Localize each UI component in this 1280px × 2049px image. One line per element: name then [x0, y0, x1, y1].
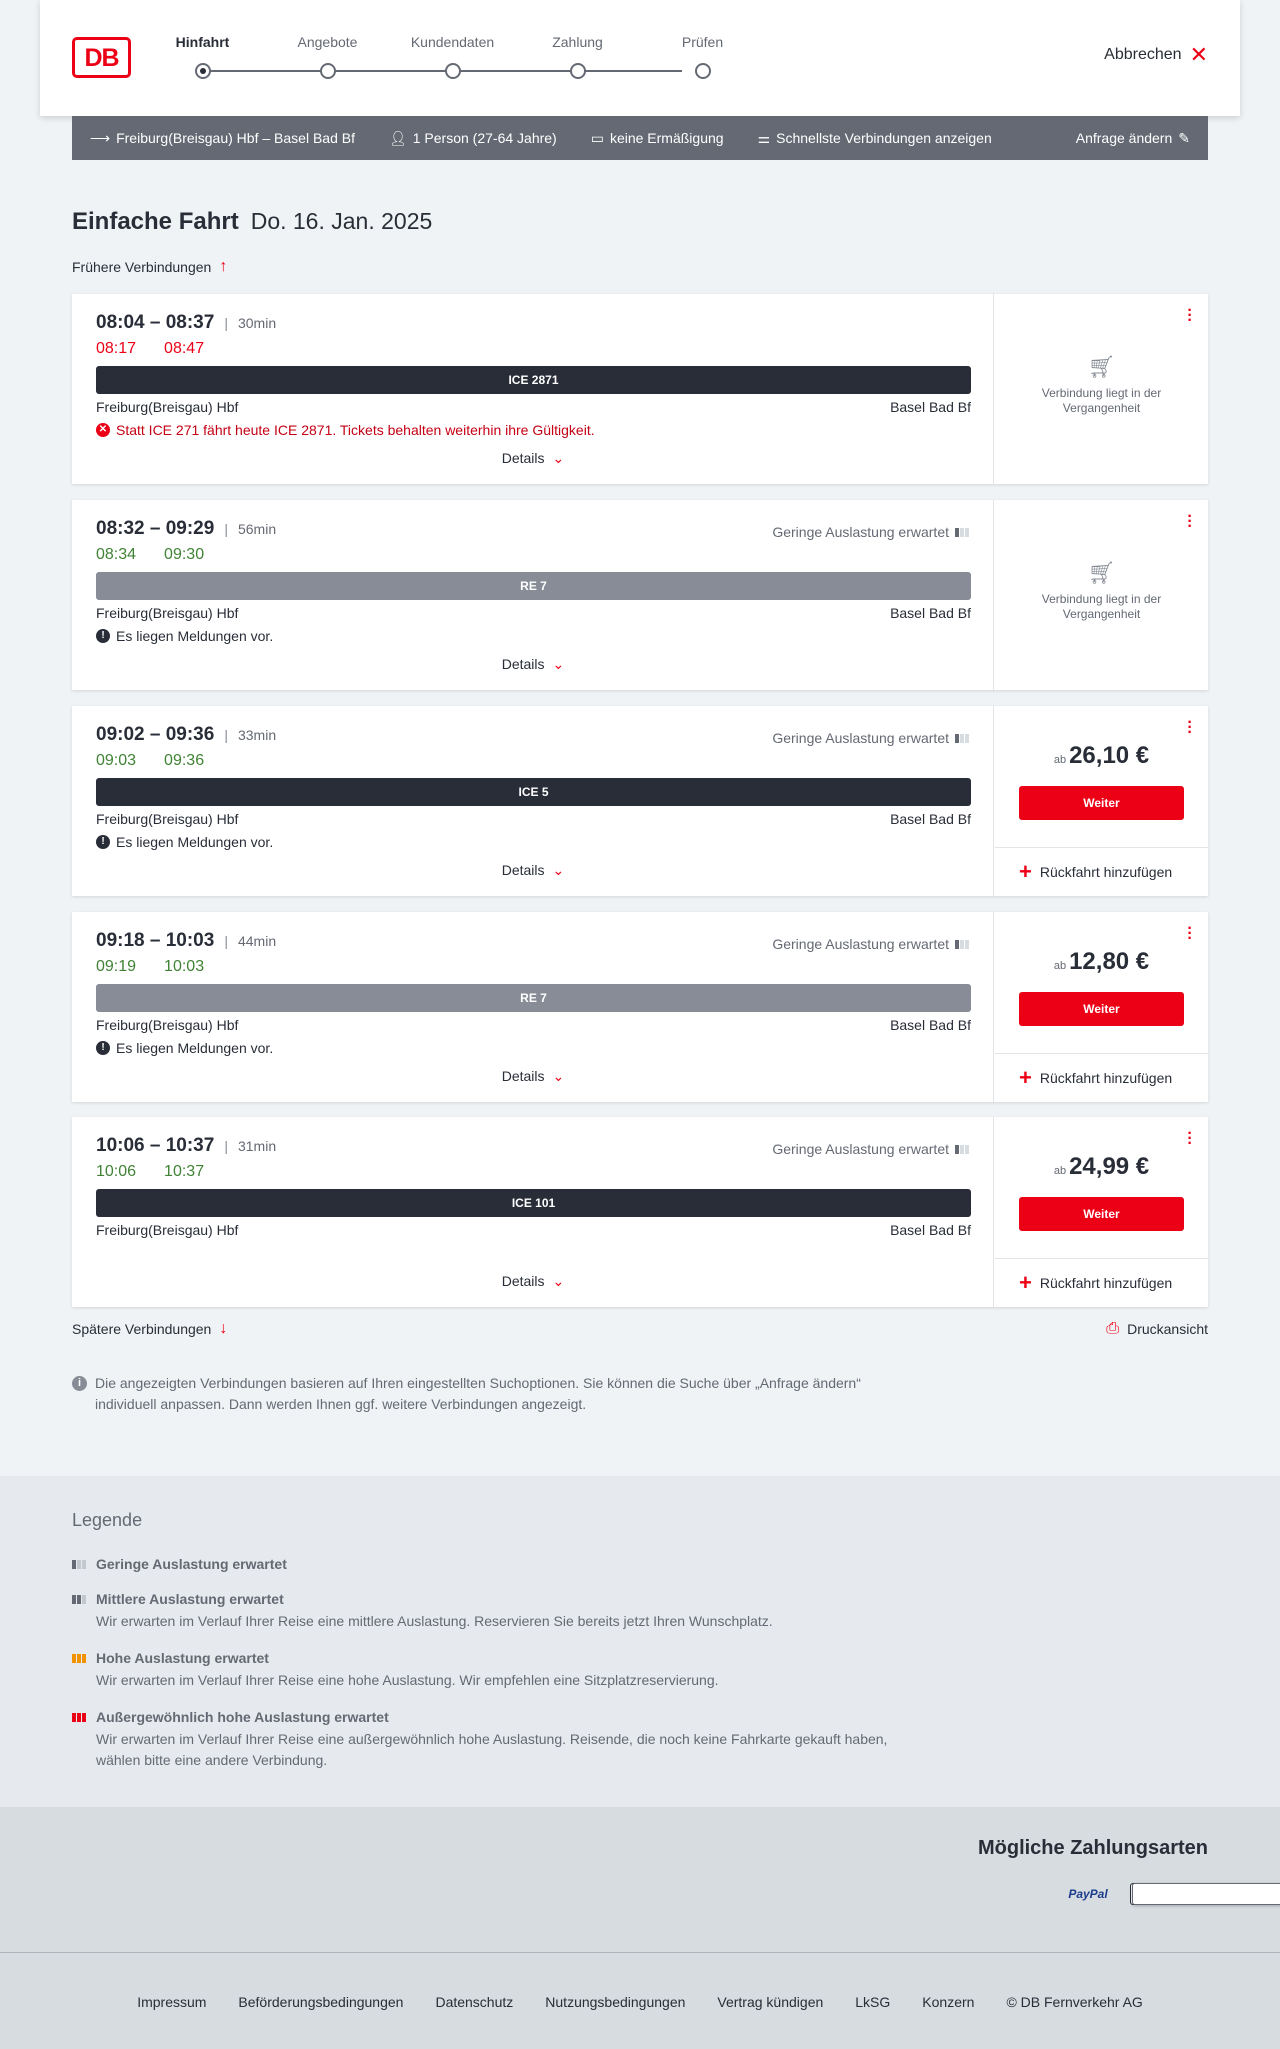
later-label: Spätere Verbindungen — [72, 1321, 212, 1337]
price-prefix: ab — [1053, 960, 1067, 972]
chevron-down-icon: ⌄ — [552, 1273, 565, 1289]
step-dot — [695, 63, 711, 79]
realtime-arrival: 10:37 — [164, 1163, 205, 1180]
step-label: Zahlung — [552, 34, 603, 50]
bahncard-icon: ▭ — [590, 129, 604, 146]
footer-link[interactable]: Vertrag kündigen — [717, 1994, 824, 2010]
realtime-arrival: 10:03 — [164, 958, 205, 975]
realtime-arrival: 09:30 — [164, 546, 205, 563]
step-pruefen[interactable] — [640, 34, 765, 79]
message-text: Es liegen Meldungen vor. — [116, 1040, 274, 1056]
connection-details — [72, 706, 994, 896]
connection-details — [72, 1117, 994, 1307]
realtime-times — [96, 546, 204, 564]
occupancy-icon — [955, 1145, 969, 1154]
connection-times — [96, 724, 276, 746]
connection-card[interactable] — [72, 1117, 1208, 1307]
legend-description: Wir erwarten im Verlauf Ihrer Reise eine mittlere Auslastung. Reservieren Sie bereits jetzt Ihren Wunschplatz. — [96, 1613, 773, 1629]
past-text: Verbindung liegt in der Vergangenheit — [1041, 386, 1162, 415]
alert-icon: ! — [96, 1041, 110, 1055]
occupancy-icon — [955, 734, 969, 743]
route-summary — [90, 130, 355, 147]
arrival-station: Basel Bad Bf — [890, 811, 971, 827]
separator: | — [224, 1138, 228, 1154]
message-text: Statt ICE 271 fährt heute ICE 2871. Tickets behalten weiterhin ihre Gültigkeit. — [116, 422, 595, 438]
occupancy-indicator — [772, 1141, 969, 1157]
printer-icon: ⎙ — [1106, 1320, 1120, 1337]
legend-title-text: Hohe Auslastung erwartet — [96, 1650, 269, 1666]
db-logo[interactable]: DB — [72, 37, 131, 78]
payment-section — [0, 1807, 1280, 1952]
connection-details — [72, 500, 994, 690]
legend-item-title — [72, 1556, 892, 1572]
offer-panel — [995, 500, 1208, 690]
passenger-text: 1 Person (27-64 Jahre) — [412, 130, 557, 146]
duration: 33min — [237, 727, 277, 743]
add-return-label: Rückfahrt hinzufügen — [1039, 1070, 1173, 1086]
step-label: Prüfen — [681, 34, 724, 50]
legend-title-text: Geringe Auslastung erwartet — [96, 1556, 287, 1572]
details-toggle[interactable] — [72, 1273, 994, 1290]
footer-link[interactable]: Konzern — [922, 1994, 975, 2010]
train-segment-bar[interactable]: RE 7 — [96, 984, 971, 1012]
departure-station: Freiburg(Breisgau) Hbf — [96, 1222, 239, 1238]
realtime-departure: 10:06 — [96, 1163, 137, 1180]
step-angebote[interactable] — [265, 34, 390, 79]
connection-card[interactable] — [72, 294, 1208, 484]
connection-times — [96, 1135, 276, 1157]
departure-station: Freiburg(Breisgau) Hbf — [96, 399, 239, 415]
planned-times: 08:04 – 08:37 — [96, 312, 215, 333]
connection-message — [96, 834, 273, 850]
duration: 56min — [237, 521, 277, 537]
legend-section — [0, 1476, 1280, 1807]
add-return-label: Rückfahrt hinzufügen — [1039, 864, 1173, 880]
legend-title: Legende — [72, 1510, 143, 1530]
step-dot-active — [195, 63, 211, 79]
add-return-label: Rückfahrt hinzufügen — [1039, 1275, 1173, 1291]
step-dot — [320, 63, 336, 79]
planned-times: 09:18 – 10:03 — [96, 930, 215, 951]
station-row — [96, 605, 971, 621]
legend-item-title — [72, 1650, 892, 1666]
details-label: Details — [501, 1273, 545, 1289]
arrival-station: Basel Bad Bf — [890, 1017, 971, 1033]
legend-item — [72, 1556, 892, 1572]
station-row — [96, 1222, 971, 1238]
departure-station: Freiburg(Breisgau) Hbf — [96, 605, 239, 621]
details-toggle[interactable] — [72, 656, 994, 673]
more-options-icon[interactable]: · · · — [1187, 1125, 1193, 1152]
discount-text: keine Ermäßigung — [609, 130, 724, 146]
occupancy-indicator — [772, 730, 969, 746]
station-row — [96, 811, 971, 827]
payment-title: Mögliche Zahlungsarten — [977, 1837, 1208, 1859]
hint-text: Die angezeigten Verbindungen basieren auf Ihren eingestellten Suchoptionen. Sie können die Suche über „Anfrage ändern“ individuell anpassen. Dann werden Ihnen ggf. weitere Verbindungen angezeigt. — [95, 1375, 861, 1412]
plus-icon: + — [1019, 1065, 1032, 1090]
search-summary-bar — [72, 116, 1208, 160]
route-text: Freiburg(Breisgau) Hbf – Basel Bad Bf — [116, 130, 355, 146]
continue-button[interactable]: Weiter — [1019, 1197, 1184, 1231]
realtime-departure: 08:34 — [96, 546, 137, 563]
more-options-icon[interactable]: · · · — [1187, 302, 1193, 329]
occupancy-level-icon — [72, 1654, 90, 1663]
plus-icon: + — [1019, 859, 1032, 884]
price-value: 26,10 € — [1069, 742, 1150, 769]
footer-link[interactable]: Nutzungsbedingungen — [545, 1994, 686, 2010]
train-segment-bar[interactable]: ICE 101 — [96, 1189, 971, 1217]
step-label: Kundendaten — [410, 34, 495, 50]
details-label: Details — [501, 450, 545, 466]
page-title — [72, 208, 432, 236]
details-toggle[interactable] — [72, 862, 994, 879]
separator: | — [224, 727, 228, 743]
offer-panel — [995, 706, 1208, 896]
realtime-departure: 09:19 — [96, 958, 137, 975]
departure-station: Freiburg(Breisgau) Hbf — [96, 811, 239, 827]
info-icon: i — [72, 1376, 87, 1391]
paypal-icon: PayPal — [1068, 1887, 1108, 1901]
more-options-icon[interactable]: · · · — [1187, 508, 1193, 535]
duration: 30min — [237, 315, 277, 331]
sepa-icon — [1132, 1883, 1280, 1905]
message-text: Es liegen Meldungen vor. — [116, 834, 274, 850]
legend-item-title — [72, 1709, 892, 1725]
details-toggle[interactable] — [72, 1068, 994, 1085]
price — [995, 742, 1208, 770]
occupancy-text: Geringe Auslastung erwartet — [772, 1141, 949, 1157]
step-label: Angebote — [297, 34, 358, 50]
passenger-summary — [389, 130, 557, 147]
footer-link[interactable]: Beförderungsbedingungen — [238, 1994, 404, 2010]
step-kundendaten[interactable] — [390, 34, 515, 79]
arrow-down-icon: ↓ — [219, 1320, 228, 1337]
plus-icon: + — [1019, 1270, 1032, 1295]
error-icon: ✕ — [96, 423, 110, 437]
add-return-trip-button[interactable] — [995, 1258, 1208, 1307]
planned-times: 09:02 – 09:36 — [96, 724, 215, 745]
train-segment-bar[interactable]: RE 7 — [96, 572, 971, 600]
pencil-icon: ✎ — [1178, 129, 1190, 146]
realtime-departure: 09:03 — [96, 752, 137, 769]
legend-description: Wir erwarten im Verlauf Ihrer Reise eine hohe Auslastung. Wir empfehlen eine Sitzplatzreservierung. — [96, 1672, 719, 1688]
cart-unavailable-icon: 🛒︎ — [1087, 560, 1116, 585]
connection-card[interactable] — [72, 912, 1208, 1102]
station-row — [96, 399, 971, 415]
footer-links — [0, 1994, 1280, 2010]
continue-button[interactable]: Weiter — [1019, 992, 1184, 1026]
arrival-station: Basel Bad Bf — [890, 399, 971, 415]
occupancy-text: Geringe Auslastung erwartet — [772, 936, 949, 952]
footer-link[interactable]: LkSG — [855, 1994, 891, 2010]
add-return-trip-button[interactable] — [995, 1053, 1208, 1102]
planned-times: 08:32 – 09:29 — [96, 518, 215, 539]
step-zahlung[interactable] — [515, 34, 640, 79]
realtime-times — [96, 752, 204, 770]
occupancy-indicator — [772, 936, 969, 952]
duration: 44min — [237, 933, 277, 949]
price-prefix: ab — [1053, 1165, 1067, 1177]
price-value: 24,99 € — [1069, 1153, 1150, 1180]
occupancy-level-icon — [72, 1713, 90, 1722]
realtime-times — [96, 340, 204, 358]
occupancy-indicator — [772, 524, 969, 540]
separator: | — [224, 521, 228, 537]
legend-item-title — [72, 1591, 892, 1607]
booking-stepper — [175, 34, 724, 84]
realtime-departure: 08:17 — [96, 340, 137, 357]
arrival-station: Basel Bad Bf — [890, 605, 971, 621]
step-dot — [570, 63, 586, 79]
connection-message — [96, 628, 273, 644]
details-label: Details — [501, 862, 545, 878]
earlier-label: Frühere Verbindungen — [72, 259, 212, 275]
search-hint — [72, 1373, 862, 1415]
cart-unavailable-icon: 🛒︎ — [1087, 354, 1116, 379]
chevron-down-icon: ⌄ — [552, 862, 565, 878]
details-label: Details — [501, 1068, 545, 1084]
earlier-connections-link[interactable] — [72, 258, 227, 276]
print-label: Druckansicht — [1127, 1321, 1208, 1337]
legend-title-text: Mittlere Auslastung erwartet — [96, 1591, 284, 1607]
booking-header — [40, 0, 1240, 116]
occupancy-level-icon — [72, 1595, 90, 1604]
price — [995, 948, 1208, 976]
chevron-down-icon: ⌄ — [552, 450, 565, 466]
step-dot — [445, 63, 461, 79]
cancel-button[interactable] — [1104, 42, 1208, 67]
route-arrow-icon: ⟶ — [90, 129, 111, 146]
occupancy-icon — [955, 528, 969, 537]
realtime-times — [96, 1163, 204, 1181]
option-text: Schnellste Verbindungen anzeigen — [776, 130, 992, 146]
trip-date: Do. 16. Jan. 2025 — [250, 208, 433, 234]
price-prefix: ab — [1053, 754, 1067, 766]
footer-link: © DB Fernverkehr AG — [1006, 1994, 1143, 2010]
alert-icon: ! — [96, 629, 110, 643]
station-row — [96, 1017, 971, 1033]
departure-station: Freiburg(Breisgau) Hbf — [96, 1017, 239, 1033]
payment-methods — [1060, 1883, 1208, 1905]
chevron-down-icon: ⌄ — [552, 656, 565, 672]
connection-times — [96, 518, 276, 540]
step-hinfahrt[interactable] — [140, 34, 265, 79]
train-segment-bar[interactable]: ICE 5 — [96, 778, 971, 806]
separator: | — [224, 315, 228, 331]
connection-details — [72, 912, 994, 1102]
occupancy-text: Geringe Auslastung erwartet — [772, 730, 949, 746]
duration: 31min — [237, 1138, 277, 1154]
offer-panel — [995, 1117, 1208, 1307]
connection-message — [96, 1040, 273, 1056]
edit-label: Anfrage ändern — [1075, 130, 1173, 146]
realtime-times — [96, 958, 204, 976]
legend-item — [72, 1650, 892, 1691]
more-options-icon[interactable]: · · · — [1187, 920, 1193, 947]
connection-message — [96, 422, 595, 438]
legend-item — [72, 1709, 892, 1771]
connection-card[interactable] — [72, 706, 1208, 896]
close-icon: ✕ — [1189, 42, 1208, 67]
price — [995, 1153, 1208, 1181]
realtime-arrival: 08:47 — [164, 340, 205, 357]
option-summary — [758, 130, 992, 147]
chevron-down-icon: ⌄ — [552, 1068, 565, 1084]
occupancy-text: Geringe Auslastung erwartet — [772, 524, 949, 540]
person-icon: 👤︎ — [388, 129, 407, 146]
filter-icon: ⚌ — [757, 129, 771, 146]
train-segment-bar[interactable]: ICE 2871 — [96, 366, 971, 394]
edit-request-button[interactable] — [1076, 130, 1190, 147]
footer-link[interactable]: Impressum — [137, 1994, 207, 2010]
footer-link[interactable]: Datenschutz — [435, 1994, 514, 2010]
more-options-icon[interactable]: · · · — [1187, 714, 1193, 741]
continue-button[interactable]: Weiter — [1019, 786, 1184, 820]
step-label: Hinfahrt — [175, 34, 230, 50]
connection-times — [96, 312, 276, 334]
legend-title-text: Außergewöhnlich hohe Auslastung erwartet — [96, 1709, 389, 1725]
planned-times: 10:06 – 10:37 — [96, 1135, 215, 1156]
price-value: 12,80 € — [1069, 948, 1150, 975]
later-connections-link[interactable] — [72, 1320, 227, 1338]
print-view-link[interactable] — [1106, 1320, 1208, 1338]
occupancy-icon — [955, 940, 969, 949]
realtime-arrival: 09:36 — [164, 752, 205, 769]
message-text: Es liegen Meldungen vor. — [116, 628, 274, 644]
trip-type-title: Einfache Fahrt — [72, 208, 239, 235]
connection-card[interactable] — [72, 500, 1208, 690]
footer — [0, 1952, 1280, 2049]
occupancy-level-icon — [72, 1560, 90, 1569]
connection-times — [96, 930, 276, 952]
details-label: Details — [501, 656, 545, 672]
legend-item — [72, 1591, 892, 1632]
past-connection-notice — [995, 562, 1208, 622]
arrow-up-icon: ↑ — [219, 258, 228, 275]
connection-details — [72, 294, 994, 484]
details-toggle[interactable] — [72, 450, 994, 467]
offer-panel — [995, 294, 1208, 484]
arrival-station: Basel Bad Bf — [890, 1222, 971, 1238]
past-text: Verbindung liegt in der Vergangenheit — [1041, 592, 1162, 621]
add-return-trip-button[interactable] — [995, 847, 1208, 896]
alert-icon: ! — [96, 835, 110, 849]
cancel-label: Abbrechen — [1104, 46, 1182, 63]
discount-summary — [591, 130, 724, 147]
legend-description: Wir erwarten im Verlauf Ihrer Reise eine außergewöhnlich hohe Auslastung. Reisende, die noch keine Fahrkarte gekauft haben, wählen bitte eine andere Verbindung. — [96, 1731, 888, 1768]
offer-panel — [995, 912, 1208, 1102]
past-connection-notice — [995, 356, 1208, 416]
separator: | — [224, 933, 228, 949]
